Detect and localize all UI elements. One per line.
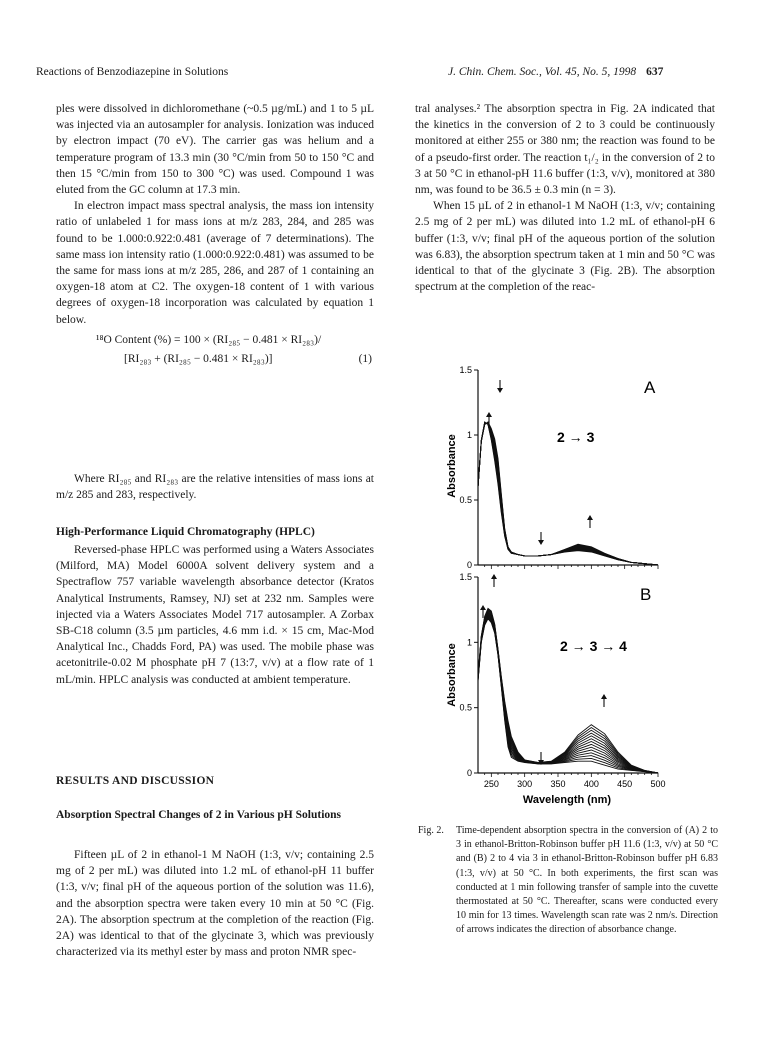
y-tick-label: 0 bbox=[466, 560, 472, 570]
spectrum-scan-line bbox=[478, 422, 658, 565]
spectrum-scan-line bbox=[478, 422, 658, 565]
equation-1 bbox=[96, 331, 372, 369]
spectrum-scan-line bbox=[478, 614, 658, 773]
y-tick-label: 1 bbox=[466, 637, 472, 648]
y-axis-label-b: Absorbance bbox=[446, 643, 458, 707]
y-tick-label: 1.5 bbox=[459, 365, 472, 375]
abs-text: Fifteen µL of 2 in ethanol-1 M NaOH (1:3, v/v; containing 2.5 mg of 2 per mL) was diluted into 1.2 mL of ethanol-pH 11 buffer (1:3, v/v; final pH of the aqueous portion of the solution was 11.6), and the absorption spectra were taken every 10 min at 50 °C (Fig. 2A). The absorption spectrum at the completion of the reaction (Fig. 2A) was identical to that of the glycinate 3, which was previously characterized via its methyl ester by mass and proton NMR spec- bbox=[56, 849, 374, 959]
spectrum-scan-line bbox=[478, 422, 658, 565]
panel-b bbox=[459, 572, 665, 789]
panel-a-reaction: 2 → 3 bbox=[557, 429, 595, 445]
equation-line: [RI₂₈₃ + (RI₂₈₅ − 0.481 × RI₂₈₃)] bbox=[124, 353, 273, 365]
spectrum-scan-line bbox=[478, 613, 658, 773]
spectrum-scan-line bbox=[478, 423, 658, 565]
spectrum-scan-line bbox=[478, 618, 658, 773]
spectrum-scan-line bbox=[478, 422, 658, 565]
y-tick-label: 1.5 bbox=[459, 572, 472, 582]
y-axis-label-a: Absorbance bbox=[446, 434, 458, 498]
left-column-body bbox=[56, 101, 374, 328]
y-tick-label: 0 bbox=[466, 768, 472, 778]
panel-a-label: A bbox=[644, 378, 656, 397]
right-column-body bbox=[415, 101, 715, 295]
paragraph bbox=[56, 847, 374, 960]
spectrum-scan-line bbox=[478, 617, 658, 773]
journal-citation bbox=[448, 66, 663, 78]
x-tick-label: 450 bbox=[617, 779, 633, 789]
spectrum-scan-line bbox=[478, 615, 658, 773]
change-arrowhead bbox=[497, 388, 503, 393]
panel-b-label: B bbox=[640, 585, 652, 604]
paragraph bbox=[56, 542, 374, 688]
x-tick-label: 400 bbox=[583, 779, 599, 789]
spectrum-scan-line bbox=[478, 611, 658, 773]
caption-text: Time-dependent absorption spectra in the conversion of (A) 2 to 3 in ethanol-Britton-Robinson buffer pH 11.6 (1:3, v/v) at 50 °C and (B) 2 to 4 via 3 in ethanol-Britton-Robinson buffer pH 6.83 (1:3, v/v) at 50 °C. In both experiments, the first scan was conducted at 1 min following transfer of sample into the cuvette thermostated at 50 °C. Thereafter, scans were conducted every 10 min for 13 times. Wavelength scan rate was 2 nm/s. Direction of arrows indicates the direction of absorbance change. bbox=[456, 825, 718, 936]
change-arrowhead bbox=[601, 694, 607, 699]
paragraph: In electron impact mass spectral analysis, the mass ion intensity ratio of unlabeled 1 for mass ions at m/z 283, 284, and 285 was found to be 1.000:0.922:0.481 (average of 7 determinations). The same mass ion intensity ratio (1.000:0.922:0.481) was assumed to be the same for mass ions at m/z 285, 286, and 287 of 1 containing an oxygen-18 atom at C2. The oxygen-18 content of 1 with various degrees of oxygen-18 incorporation was calculated by equation 1 below. bbox=[56, 200, 374, 326]
x-tick-label: 500 bbox=[650, 779, 666, 789]
y-tick-label: 0.5 bbox=[459, 702, 472, 713]
section-heading: High-Performance Liquid Chromatography (HPLC) bbox=[56, 526, 315, 538]
equation-number: (1) bbox=[358, 353, 372, 365]
figure-caption bbox=[418, 824, 718, 938]
spectrum-scan-line bbox=[478, 423, 658, 565]
spectrum-scan-line bbox=[478, 612, 658, 773]
spectrum-scan-line bbox=[478, 423, 658, 565]
spectrum-scan-line bbox=[478, 616, 658, 773]
change-arrowhead bbox=[587, 515, 593, 520]
caption-label: Fig. 2. bbox=[418, 825, 444, 836]
spectrum-scan-line bbox=[478, 609, 658, 773]
spectrum-scan-line bbox=[478, 423, 658, 565]
journal-name: J. Chin. Chem. Soc., Vol. 45, No. 5, 1998 bbox=[448, 66, 637, 78]
spectrum-scan-line bbox=[478, 619, 658, 773]
section-heading: RESULTS AND DISCUSSION bbox=[56, 775, 215, 787]
x-axis-label: Wavelength (nm) bbox=[522, 794, 612, 806]
paragraph: tral analyses.² The absorption spectra in Fig. 2A indicated that the kinetics in the conversion of 2 to 3 could be continuously monitored at either 255 or 380 nm; the reaction was found to be of a pseudo-first order. The reaction t₁/₂ in the conversion of 2 to 3 at 50 °C in ethanol-pH 11.6 buffer (1:3, v/v), monitored at 380 nm, was found to be 36.5 ± 0.3 min (n = 3). bbox=[415, 103, 715, 197]
y-tick-label: 0.5 bbox=[459, 495, 472, 505]
panel-b-reaction: 2 → 3 → 4 bbox=[560, 638, 627, 654]
spectrum-scan-line bbox=[478, 616, 658, 773]
x-tick-label: 250 bbox=[483, 779, 499, 789]
paragraph bbox=[56, 471, 374, 503]
spectrum-scan-line bbox=[478, 423, 658, 565]
running-head: Reactions of Benzodiazepine in Solutions bbox=[36, 66, 229, 78]
change-arrowhead bbox=[480, 605, 486, 610]
change-arrowhead bbox=[486, 412, 492, 417]
x-tick-label: 350 bbox=[550, 779, 566, 789]
spectrum-scan-line bbox=[478, 422, 658, 565]
change-arrowhead bbox=[538, 760, 544, 765]
spectrum-scan-line bbox=[478, 423, 658, 565]
change-arrowhead bbox=[491, 574, 497, 579]
panel-a bbox=[459, 365, 658, 570]
page-number: 637 bbox=[646, 66, 664, 78]
equation-line: ¹⁸O Content (%) = 100 × (RI₂₈₅ − 0.481 × RI₂₈₃)/ bbox=[96, 334, 322, 346]
paragraph: When 15 µL of 2 in ethanol-1 M NaOH (1:3, v/v; containing 2.5 mg of 2 per mL) was diluted into 1.2 mL of ethanol-pH 6 buffer (1:3, v/v; final pH of the aqueous portion of the solution was 6.83), the absorption spectrum taken at 1 min and 50 °C was identical to that of the glycinate 3 (Fig. 2B). The absorption spectrum at the completion of the reac- bbox=[415, 200, 715, 294]
y-tick-label: 1 bbox=[466, 430, 472, 440]
where-text: Where RI₂₈₅ and RI₂₈₃ are the relative intensities of mass ions at m/z 285 and 283, respectively. bbox=[56, 473, 374, 502]
spectrum-scan-line bbox=[478, 422, 658, 565]
hplc-text: Reversed-phase HPLC was performed using a Waters Associates (Milford, MA) Model 6000A solvent delivery system and a Spectraflow 757 variable wavelength absorbance detector (Kratos Analytical Instruments, Ramsey, NJ) set at 232 nm. Samples were injected via a Waters Associates Model 717 autosampler. A Zorbax SB-C18 column (3.5 µm particles, 4.6 mm i.d. × 15 cm, Mac-Mod Analytical Inc., Chadds Ford, PA) was used. The mobile phase was acetonitrile-0.02 M phosphate pH 7 (13:7, v/v) at a flow rate of 1 mL/min. HPLC analysis was conducted at ambient temperature. bbox=[56, 544, 374, 686]
subsection-heading: Absorption Spectral Changes of 2 in Various pH Solutions bbox=[56, 809, 342, 821]
spectrum-scan-line bbox=[478, 608, 658, 773]
spectrum-scan-line bbox=[478, 612, 658, 773]
change-arrowhead bbox=[538, 540, 544, 545]
x-tick-label: 300 bbox=[517, 779, 533, 789]
spectrum-scan-line bbox=[478, 423, 658, 565]
spectrum-scan-line bbox=[478, 610, 658, 773]
spectrum-scan-line bbox=[478, 423, 658, 565]
paragraph: ples were dissolved in dichloromethane (~0.5 µg/mL) and 1 to 5 µL was injected via an autosampler for analysis. Ionization was induced by electron impact (70 eV). The carrier gas was helium and a temperature program of 13.3 min (30 °C/min from 50 to 150 °C and then 15 °C/min from 150 to 300 °C) was used. Compound 1 was eluted from the GC column at 17.3 min. bbox=[56, 103, 374, 197]
